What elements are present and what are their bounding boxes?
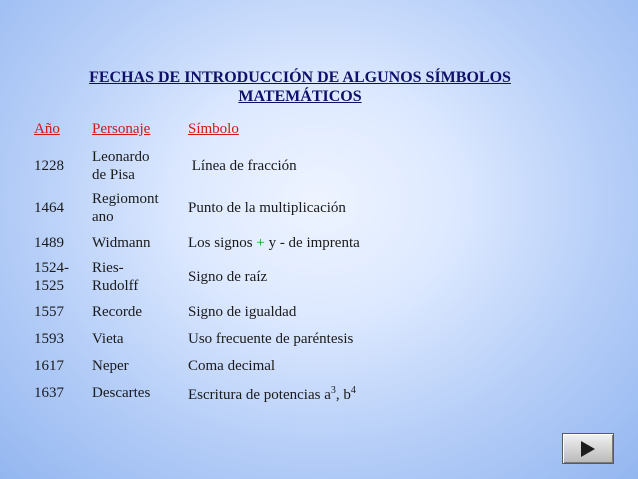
title-line-2: MATEMÁTICOS	[238, 88, 362, 105]
table-row	[28, 325, 414, 352]
next-slide-button[interactable]	[562, 433, 614, 464]
table-row	[28, 187, 414, 229]
cell-symbol: Punto de la multiplicación	[188, 200, 346, 216]
table-header-row	[28, 113, 414, 145]
header-person: Personaje	[92, 121, 151, 137]
header-year: Año	[34, 121, 60, 137]
plus-sign: +	[256, 234, 265, 251]
cell-symbol: Signo de igualdad	[188, 303, 297, 320]
cell-symbol: Línea de fracción	[191, 158, 297, 174]
table-row	[28, 298, 414, 325]
table-row	[28, 229, 414, 256]
cell-symbol: Coma decimal	[188, 357, 276, 374]
cell-year: 1617	[34, 357, 64, 374]
triangle-right-icon	[581, 441, 595, 457]
table-row	[28, 256, 414, 298]
cell-person: Leonardo de Pisa	[92, 149, 150, 183]
cell-symbol: Signo de raíz	[188, 269, 268, 285]
cell-person: Descartes	[92, 384, 151, 401]
cell-person: Regiomont ano	[92, 191, 159, 225]
cell-year: 1489	[34, 234, 64, 251]
cell-symbol: Escritura de potencias $a^3$, $b^4$	[188, 384, 356, 403]
cell-person: Vieta	[92, 330, 124, 347]
cell-year: 1637	[34, 384, 64, 401]
cell-symbol: Uso frecuente de paréntesis	[188, 330, 354, 347]
header-symbol: Símbolo	[188, 121, 239, 137]
cell-year: 1593	[34, 330, 64, 347]
title-line-1: FECHAS DE INTRODUCCIÓN DE ALGUNOS SÍMBOLOS	[89, 69, 511, 86]
cell-year: 1228	[34, 158, 64, 174]
cell-year: 1557	[34, 303, 64, 320]
cell-year: 1524- 1525	[34, 260, 69, 294]
cell-person: Neper	[92, 357, 129, 374]
cell-year: 1464	[34, 200, 64, 216]
cell-person: Widmann	[92, 234, 151, 251]
table-row	[28, 352, 414, 379]
slide-title	[50, 68, 550, 106]
cell-person: Ries- Rudolff	[92, 260, 139, 294]
symbols-table	[28, 113, 414, 406]
cell-person: Recorde	[92, 303, 142, 320]
cell-symbol: Los signos + y - de imprenta	[188, 234, 360, 251]
table-row	[28, 145, 414, 187]
table-row	[28, 379, 414, 406]
